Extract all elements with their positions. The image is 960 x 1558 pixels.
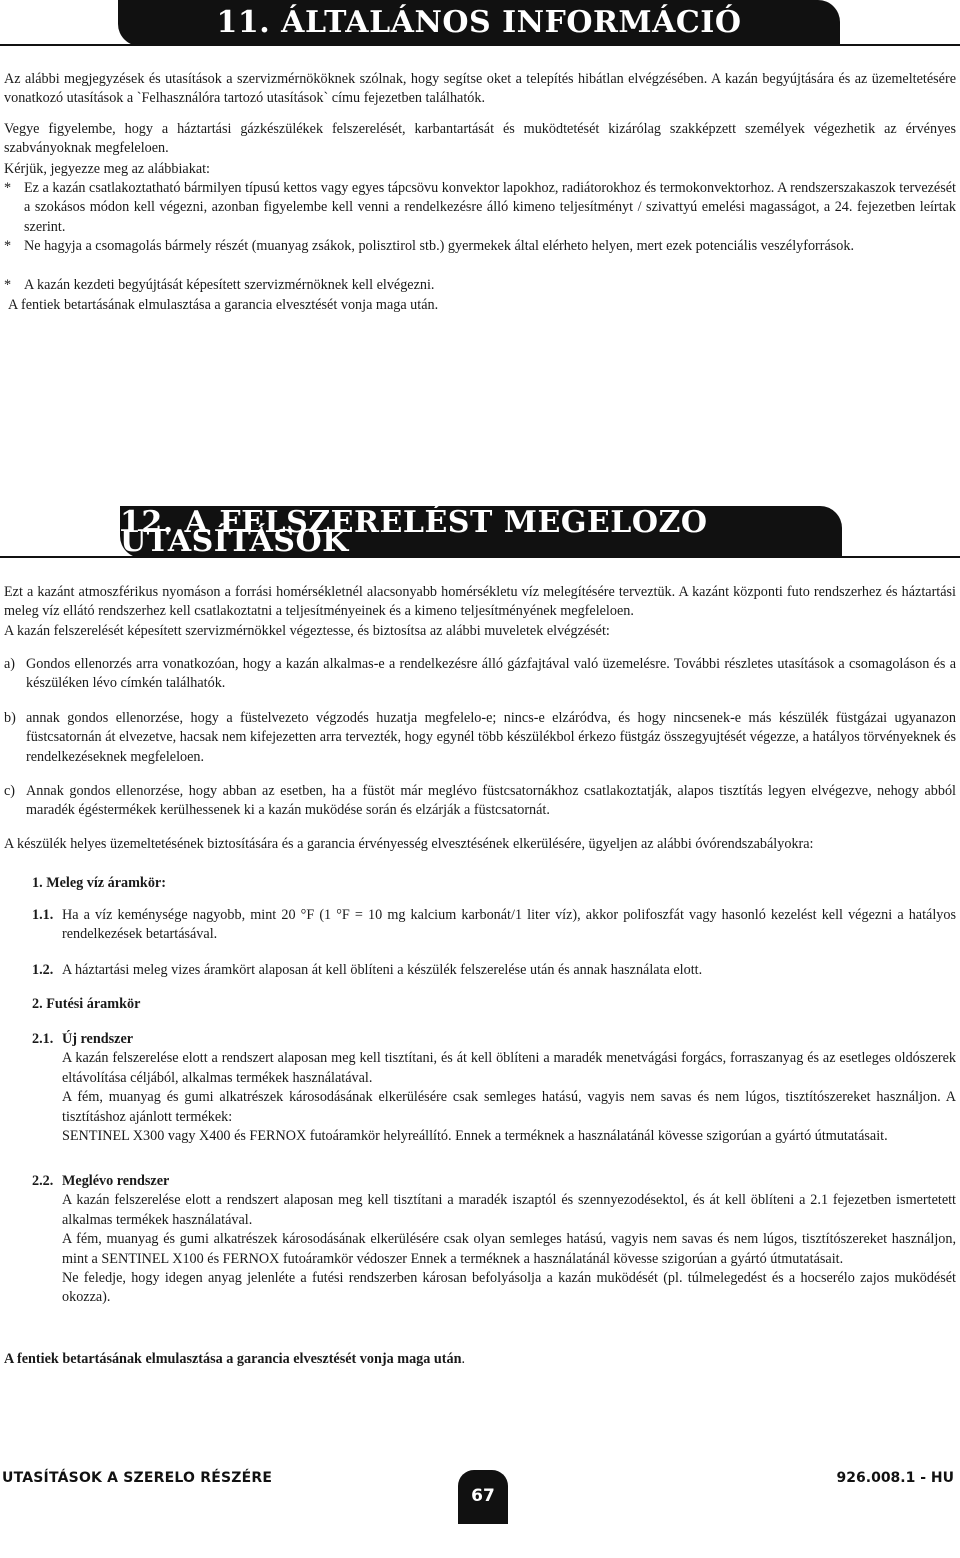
subsection-number: 1.1. <box>32 907 54 923</box>
footer-document-code: 926.008.1 - HU <box>836 1470 954 1486</box>
item-label: b) <box>4 710 16 726</box>
subsection-text: A fém, muanyag és gumi alkatrészek károsodásának elkerülésére csak semleges hatású, vagyis nem savas és nem lúgos, tisztítószereket használjon. A tisztításhoz ajánlott termékek: <box>62 1089 956 1125</box>
section-12-intro-2: A kazán felszerelését képesített szervizmérnökkel végeztesse, és biztosítsa az alábbi muveletek elvégzését: <box>4 623 610 639</box>
note-text: A kazán kezdeti begyújtását képesített szervizmérnöknek kell elvégezni. <box>24 277 435 293</box>
heading-hot-water-circuit: 1. Meleg víz áramkör: <box>32 875 166 891</box>
page-number: 67 <box>471 1486 495 1507</box>
subsection-number: 2.2. <box>32 1173 54 1189</box>
item-text: Gondos ellenorzés arra vonatkozóan, hogy a kazán alkalmas-e a rendelkezésre álló gázfajtával való üzemelésre. További részletes utasítások a csomagoláson és a készüléken lévo címkén találhatók. <box>26 656 956 692</box>
note-text: Ne hagyja a csomagolás bármely részét (muanyag zsákok, polisztirol stb.) gyermekek által elérheto helyen, mert ezek potenciális veszélyforrások. <box>24 238 855 254</box>
page-number-badge <box>458 1470 508 1524</box>
section-11-title: 11. ÁLTALÁNOS INFORMÁCIÓ <box>118 0 840 46</box>
subsection-title: Meglévo rendszer <box>62 1173 170 1189</box>
subsection-text: Ne feledje, hogy idegen anyag jelenléte a futési rendszerben károsan befolyásolja a kazán muködését (pl. túlmelegedést és a hocserélo zajos muködését okozza). <box>62 1270 956 1306</box>
subsection-1-2 <box>32 961 956 980</box>
note-item <box>4 237 956 256</box>
subsection-2-1 <box>32 1030 956 1146</box>
check-item-a <box>4 655 956 694</box>
final-warranty-text: A fentiek betartásának elmulasztása a garancia elvesztését vonja maga után <box>4 1351 462 1367</box>
subsection-text: A kazán felszerelése elott a rendszert alaposan meg kell tisztítani a maradék iszaptól és szennyezodésektol, és át kell öblíteni a 2.1 fejezetben ismertetett alkalmas termékek használatával. <box>62 1192 956 1228</box>
section-12-intro: Ezt a kazánt atmoszférikus nyomáson a forrási homérsékletnél alacsonyabb homérsékletu víz melegítésére terveztük. A kazánt központi futo rendszerhez és háztartási meleg víz ellátó rendszerhez kell csatlakoztatni a teljesítményeinek és a kimeno teljesítményének megfeleloen. <box>4 584 956 620</box>
subsection-number: 1.2. <box>32 962 54 978</box>
note-item <box>4 276 956 295</box>
subsection-text: A fém, muanyag és gumi alkatrészek károsodásának elkerülésére csak olyan semleges hatású, vagyis nem savas és nem lúgos, tisztítószereket használjon, mint a SENTINEL X100 és FERNOX futoáramkör védoszer Ennek a terméknek a használatánál kövesse szigorúan a gyártó útmutatásait. <box>62 1231 956 1267</box>
check-item-b <box>4 709 956 767</box>
check-item-c <box>4 782 956 821</box>
section-12-title: 12. A FELSZERELÉST MEGELOZO UTASÍTÁSOK <box>120 506 842 558</box>
subsection-text: A háztartási meleg vizes áramkört alaposan át kell öblíteni a készülék felszerelése után és annak használata elott. <box>62 962 703 978</box>
item-text: annak gondos ellenorzése, hogy a füstelvezeto végzodés huzatja megfelelo-e; nincs-e elzáródva, és hogy nincsenek-e más készülék füstgázai ugyanazon füstcsatornán át elvezetve, hacsak nem kifejezetten arra tervezték, hogy egynél több készülékbol érkezo füstgáz összegyujtését végezze, a hatályos törvényeknek és rendelkezéseknek megfeleloen. <box>26 710 956 765</box>
subsection-number: 2.1. <box>32 1031 54 1047</box>
item-label: a) <box>4 656 16 672</box>
subsection-2-2 <box>32 1172 956 1308</box>
intro-paragraph: Az alábbi megjegyzések és utasítások a szervizmérnököknek szólnak, hogy segítse oket a telepítés hibátlan elvégzésében. A kazán begyújtására és az üzemeltetésére vonatkozó utasítások a `Felhasználóra tartozó utasítások` címu fejezetben találhatók. <box>4 71 956 107</box>
item-label: c) <box>4 783 16 799</box>
final-warranty-note <box>4 1350 465 1369</box>
precautions-intro: A készülék helyes üzemeltetésének biztosítására és a garancia érvényesség elvesztésének elkerülésére, ügyeljen az alábbi óvórendszabályokra: <box>4 836 814 852</box>
subsection-1-1 <box>32 906 956 945</box>
notes-heading: Kérjük, jegyezze meg az alábbiakat: <box>4 161 211 177</box>
bullet-marker: * <box>4 277 12 293</box>
note-item <box>4 179 956 237</box>
subsection-text: SENTINEL X300 vagy X400 és FERNOX futoáramkör helyreállító. Ennek a terméknek a használatánál kövesse szigorúan a gyártó útmutatásait. <box>62 1128 888 1145</box>
heading-heating-circuit: 2. Futési áramkör <box>32 996 141 1012</box>
bullet-marker: * <box>4 238 12 254</box>
subsection-text: Ha a víz keménysége nagyobb, mint 20 °F (1 °F = 10 mg kalcium karbonát/1 liter víz), akkor polifoszfát vagy hasonló kezelést kell végezni a hatályos rendelkezések betartásával. <box>62 907 956 943</box>
bullet-marker: * <box>4 180 12 196</box>
item-text: Annak gondos ellenorzése, hogy abban az esetben, ha a füstöt már meglévo füstcsatornákhoz csatlakoztatják, alapos tisztítás legyen elvégezve, nehogy abból maradék égéstermékek kerülhessenek ki a kazán muködése során és elzárják a füstcsatornát. <box>26 783 956 819</box>
subsection-title: Új rendszer <box>62 1031 134 1047</box>
qualification-paragraph: Vegye figyelembe, hogy a háztartási gázkészülékek felszerelését, karbantartását és muködtetését kizárólag szakképzett személyek végezhetik az érvényes szabványoknak megfeleloen. <box>4 121 956 157</box>
footer-document-title: UTASÍTÁSOK A SZERELO RÉSZÉRE <box>2 1470 273 1486</box>
warranty-note: A fentiek betartásának elmulasztása a garancia elvesztését vonja maga után. <box>8 297 439 313</box>
final-period: . <box>461 1351 466 1367</box>
note-text: Ez a kazán csatlakoztatható bármilyen típusú kettos vagy egyes tápcsövu konvektor lapokhoz, radiátorokhoz és termokonvektorhoz. A rendszerszakaszok tervezését a szokásos módon kell végezni, azonban figyelembe kell venni a rendelkezésre álló kimeno teljesítményt / szivattyú emelési magasságot, a 24. fejezetben leírtak szerint. <box>24 180 956 235</box>
subsection-text: A kazán felszerelése elott a rendszert alaposan meg kell tisztítani, és át kell öblíteni a maradék menetvágási forgács, forraszanyag és az esetleges oldószerek eltávolítása céljából, alkalmas termékek használatával. <box>62 1050 956 1086</box>
